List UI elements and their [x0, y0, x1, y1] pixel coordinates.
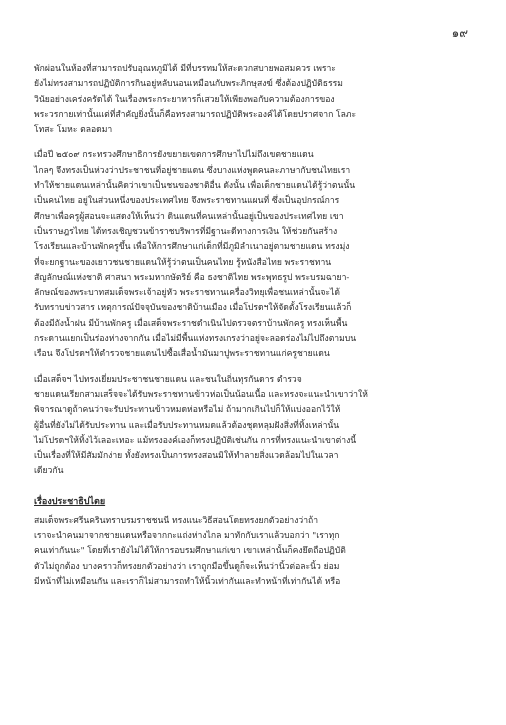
- page-number: ๑๙: [451, 26, 468, 40]
- section-heading: เรื่องประชาธิปไตย: [34, 496, 106, 507]
- paragraph-2: เมื่อปี ๒๕๐๙ กระทรวงศึกษาธิการยังขยายเขตการศึกษาไปไม่ถึงเขตชายแดน ไกลๆ จึงทรงเป็นห่วงว่าประชาชนที่อยู่ชายแดน ซึ่งบางแห่งพูดคนละภาษากับชนไทยเรา ทำให้ชายแดนเหล่านั้นคิดว่าเขาเป็นชนของชาติอื่น ดังนั้น เพื่อเด็กชายแดนได้รู้ว่าตนนั้น เป็นคนไทย อยู่ในส่วนหนึ่งของประเทศไทย จึงพระราชทานแผนที่ ซึ่งเป็นอุปกรณ์การ ศึกษาเพื่อครูผู้สอนจะแสดงให้เห็นว่า ดินแดนที่คนเหล่านั้นอยู่เป็นของประเทศไทย เขา เป็นราษฎรไทย ได้ทรงเชิญชวนข้าราชบริพารที่มีฐานะดีทางการเงิน ให้ช่วยกันสร้าง โรงเรียนและบ้านพักครูขึ้น เพื่อให้การศึกษาแก่เด็กที่มีภูมิลำเนาอยู่ตามชายแดน ทรงมุ่ง ที่จะยกฐานะของเยาวชนชายแดนให้รู้ว่าตนเป็นคนไทย รู้หนังสือไทย พระราชทาน สัญลักษณ์แห่งชาติ ศาสนา พระมหากษัตริย์ คือ ธงชาติไทย พระพุทธรูป พระบรมฉายา- ลักษณ์ของพระบาทสมเด็จพระเจ้าอยู่หัว พระราชทานเครื่องวิทยุเพื่อชนเหล่านั้นจะได้ รับทราบข่าวสาร เหตุการณ์ปัจจุบันของชาติบ้านเมือง เมื่อโปรดฯให้จัดตั้งโรงเรียนแล้วก็ ต้องมีถังน้ำฝน มีบ้านพักครู เมื่อเสด็จพระราชดำเนินไปตรวจตราบ้านพักครู ทรงเห็นพื้น กระดานแยกเป็นร่องห่างจากกัน เมื่อไม่มีพื้นแห่งทรงเกรงว่าอยู่จะลอดร่องไม่ไปถึงตามบน เรือน จึงโปรดฯให้ตำรวจชายแดนไปซื้อเสื่อน้ำมันมาปูพระราชทานแก่ครูชายแดน: [34, 150, 357, 360]
- page-content: [34, 62, 474, 590]
- paragraph-1: พักผ่อนในห้องที่สามารถปรับอุณหภูมิได้ มีที่บรรทมให้สะดวกสบายพอสมควร เพราะ ยังไม่ทรงสามารถปฏิบัติการกินอยู่หลับนอนเหมือนกับพระภิกษุสงฆ์ ซึ่งต้องปฏิบัติธรรม วินัยอย่างเคร่งครัดได้ ในเรื่องพระกระยาหารก็เสวยให้เพียงพอกับความต้องการของ พระวรกายเท่านั้นแต่ที่สำคัญยิ่งนั้นก็คือทรงสามารถปฏิบัติพระองค์ได้โดยปราศจาก โลภะ โทสะ โมหะ ตลอดมา: [34, 64, 357, 136]
- paragraph-4: สมเด็จพระศรีนครินทราบรมราชชนนี ทรงแนะวิธีสอนโดยทรงยกตัวอย่างว่าถ้า เราจะนำคนมาจากชายแดนหรือจากกะแถ่งห่างไกล มาทักกับเราแล้วบอกว่า "เราทุก คนเท่ากันนะ" โดยที่เรายังไม่ได้ให้การอบรมศึกษาแก่เขา เขาเหล่านั้นก็คงยึดถือปฏิบัติ ตัวไม่ถูกต้อง บางคราวก็ทรงยกตัวอย่างว่า เราถูกมือขึ้นดูก็จะเห็นว่านิ้วต่อละนิ้ว ย่อม มีหน้าที่ไม่เหมือนกัน และเราก็ไม่สามารถทำให้นิ้วเท่ากันและทำหน้าที่เท่ากันได้ หรือ: [34, 515, 346, 587]
- paragraph-3: เมื่อเสด็จฯ ไปทรงเยี่ยมประชาชนชายแดน และชนในถิ่นทุรกันดาร ตำรวจ ชายแดนเรียกสามเสร็จจะได้รับพระราชทานข้าวห่อเป็นน้อนเนื้อ และทรงจะแนะนำเขาว่าให้ พิจารณาดูถ้าคนว่าจะรับประทานข้าวหมดห่อหรือไม่ ถ้ามากเกินไปก็ให้แบ่งออกไว้ให้ ผู้อื่นที่ยังไม่ได้รับประทาน และเมื่อรับประทานหมดแล้วต้องชุดหลุมฝังสิ่งที่ทิ้งเหล่านั้น ไม่โปรดฯให้ทิ้งไว้เลอะเทอะ แม้ทรงองค์เองก็ทรงปฏิบัติเช่นกัน การที่ทรงแนะนำเขาต่างนี้ เป็นเรื่องที่ให้มีสัมมักง่าย ทั้งยังทรงเป็นการทรงสอนมิให้ทำลายสิ่งแวดล้อมไปในเวลา เดียวกัน: [34, 374, 368, 477]
